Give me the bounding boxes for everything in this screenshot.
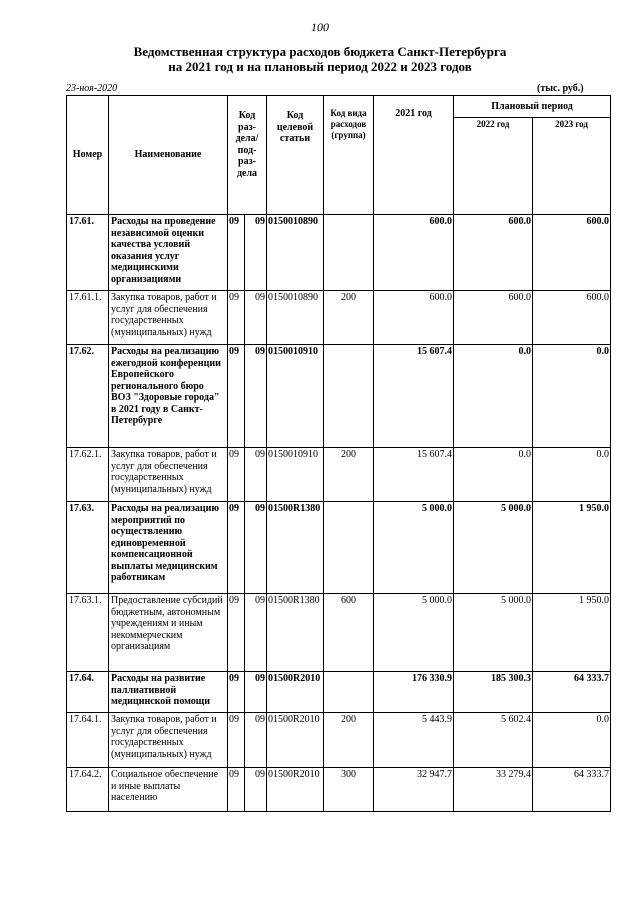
row-2021: 600.0 [374,291,454,345]
page-number: 100 [311,20,329,34]
row-subsection: 09 [245,215,267,291]
row-section: 09 [228,345,245,448]
row-target-code: 01500R2010 [267,672,324,713]
row-name: Расходы на реализацию ежегодной конференции Европейского регионального бюро ВОЗ "Здоровые города" в 2021 году в Санкт-Петербурге [109,345,228,448]
row-2021: 5 443.9 [374,713,454,768]
row-type-code [324,672,374,713]
document-title [0,44,640,74]
title-line-2: на 2021 год и на плановый период 2022 и 2023 годов [168,59,472,74]
header-type: Код вида расходов (группа) [324,96,374,215]
row-type-code: 200 [324,291,374,345]
header-target: Код целевой статьи [267,96,324,215]
row-2021: 32 947.7 [374,768,454,812]
row-section: 09 [228,768,245,812]
document-date: 23-ноя-2020 [66,83,118,94]
table-row [67,215,611,291]
row-subsection: 09 [245,672,267,713]
row-type-code [324,215,374,291]
row-name: Предоставление субсидий бюджетным, автономным учреждениям и иным некоммерческим организациям [109,594,228,672]
row-2022: 5 000.0 [454,594,533,672]
row-number: 17.62. [67,345,109,448]
header-number: Номер [67,96,109,215]
row-type-code: 300 [324,768,374,812]
row-type-code [324,345,374,448]
row-section: 09 [228,448,245,502]
row-target-code: 01500R2010 [267,713,324,768]
row-subsection: 09 [245,713,267,768]
row-number: 17.64.2. [67,768,109,812]
row-name: Расходы на реализацию мероприятий по осуществлению единовременной компенсационной выплаты медицинским работникам [109,502,228,594]
budget-table [66,95,611,812]
header-2022: 2022 год [454,118,533,215]
row-type-code: 200 [324,713,374,768]
row-number: 17.62.1. [67,448,109,502]
title-line-1: Ведомственная структура расходов бюджета Санкт-Петербурга [133,44,507,59]
row-2023: 600.0 [533,291,611,345]
row-2022: 0.0 [454,448,533,502]
table-row [67,672,611,713]
row-target-code: 0150010910 [267,345,324,448]
row-2021: 600.0 [374,215,454,291]
table-row [67,448,611,502]
row-name: Расходы на проведение независимой оценки качества условий оказания услуг медицинскими организациями [109,215,228,291]
row-2023: 0.0 [533,345,611,448]
row-2021: 15 607.4 [374,345,454,448]
row-2021: 15 607.4 [374,448,454,502]
table-row [67,768,611,812]
row-2022: 600.0 [454,215,533,291]
row-section: 09 [228,594,245,672]
row-subsection: 09 [245,594,267,672]
header-2021: 2021 год [374,96,454,215]
row-type-code: 200 [324,448,374,502]
row-section: 09 [228,291,245,345]
row-name: Закупка товаров, работ и услуг для обеспечения государственных (муниципальных) нужд [109,713,228,768]
row-2023: 0.0 [533,713,611,768]
header-section: Код раз- дела/ под- раз- дела [228,96,267,215]
row-name: Закупка товаров, работ и услуг для обеспечения государственных (муниципальных) нужд [109,291,228,345]
row-2022: 0.0 [454,345,533,448]
row-target-code: 01500R1380 [267,594,324,672]
row-2023: 600.0 [533,215,611,291]
row-subsection: 09 [245,345,267,448]
row-number: 17.64. [67,672,109,713]
row-2023: 0.0 [533,448,611,502]
row-2022: 185 300.3 [454,672,533,713]
row-target-code: 0150010910 [267,448,324,502]
table-header [67,96,611,215]
row-2023: 1 950.0 [533,502,611,594]
table-row [67,594,611,672]
row-section: 09 [228,502,245,594]
row-2021: 176 330.9 [374,672,454,713]
row-number: 17.64.1. [67,713,109,768]
row-2022: 600.0 [454,291,533,345]
row-target-code: 0150010890 [267,215,324,291]
row-target-code: 01500R2010 [267,768,324,812]
row-name: Расходы на развитие паллиативной медицинской помощи [109,672,228,713]
row-name: Социальное обеспечение и иные выплаты населению [109,768,228,812]
row-subsection: 09 [245,502,267,594]
row-number: 17.61. [67,215,109,291]
table-row [67,713,611,768]
row-name: Закупка товаров, работ и услуг для обеспечения государственных (муниципальных) нужд [109,448,228,502]
row-type-code [324,502,374,594]
row-number: 17.63.1. [67,594,109,672]
row-2021: 5 000.0 [374,502,454,594]
row-2023: 1 950.0 [533,594,611,672]
table-row [67,502,611,594]
table-row [67,345,611,448]
row-number: 17.61.1. [67,291,109,345]
row-type-code: 600 [324,594,374,672]
header-planned-period: Плановый период [454,96,611,118]
row-2023: 64 333.7 [533,768,611,812]
units-label: (тыс. руб.) [537,83,584,94]
table-row [67,291,611,345]
row-2022: 5 000.0 [454,502,533,594]
header-name: Наименование [109,96,228,215]
row-subsection: 09 [245,448,267,502]
header-2023: 2023 год [533,118,611,215]
row-2023: 64 333.7 [533,672,611,713]
row-2022: 5 602.4 [454,713,533,768]
row-subsection: 09 [245,291,267,345]
row-2022: 33 279.4 [454,768,533,812]
row-target-code: 0150010890 [267,291,324,345]
row-target-code: 01500R1380 [267,502,324,594]
row-section: 09 [228,215,245,291]
row-2021: 5 000.0 [374,594,454,672]
row-section: 09 [228,672,245,713]
row-number: 17.63. [67,502,109,594]
row-section: 09 [228,713,245,768]
row-subsection: 09 [245,768,267,812]
